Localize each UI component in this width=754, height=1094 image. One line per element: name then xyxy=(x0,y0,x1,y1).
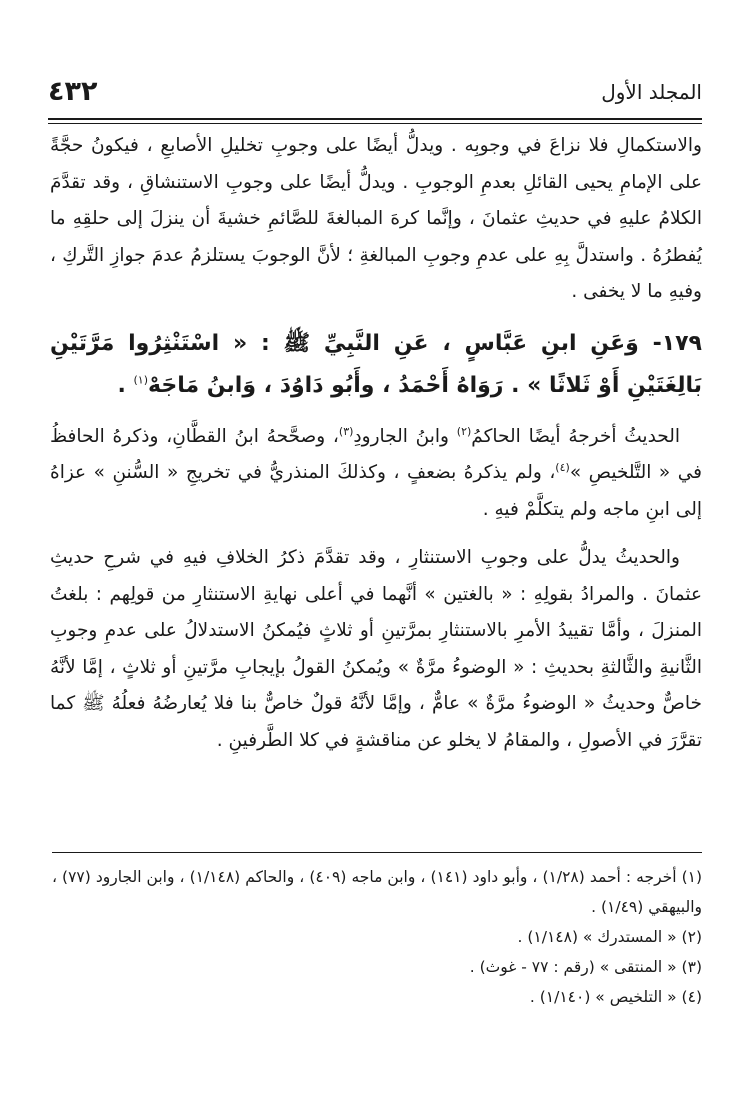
footnote-ref-3: (٣) xyxy=(338,424,354,438)
page-number: ٤٣٢ xyxy=(48,76,98,107)
para2-part-d: ، ولم يذكرهُ بضعفٍ ، وكذلكَ المنذريُّ في تخريجِ « السُّننِ » عزاهُ إلى ابنِ ماجه ولم يتكلَّمْ فيهِ . xyxy=(50,462,702,520)
footnote-rule xyxy=(52,852,702,853)
commentary-paragraph-1: والاستكمالِ فلا نزاعَ في وجوبِه . ويدلُّ أيضًا على وجوبِ تخليلِ الأصابعِ ، فيكونُ حجَّةً على الإمامِ يحيى القائلِ بعدمِ الوجوبِ . ويدلُّ أيضًا على وجوبِ الاستنشاقِ ، وقد تقدَّمَ الكلامُ عليهِ في حديثِ عثمانَ ، وإنَّما كرهَ المبالغةَ للصَّائمِ خشيةَ أن ينزلَ إلى حلقِهِ ما يُفطرُهُ . واستدلَّ بِهِ على عدمِ وجوبِ المبالغةِ ؛ لأنَّ الوجوبَ يستلزمُ عدمَ جوازِ التَّركِ ، وفيهِ ما لا يخفى . xyxy=(50,135,702,302)
para2-part-a: الحديثُ أخرجهُ أيضًا الحاكمُ xyxy=(471,425,681,447)
para2-part-b: وابنُ الجارودِ xyxy=(353,425,457,447)
footnote-ref-4: (٤) xyxy=(555,460,570,474)
page-header xyxy=(48,74,702,112)
footnote-ref-2: (٢) xyxy=(456,424,472,438)
para2-part-c: ، وصحَّحهُ ابنُ القطَّانِ، وذكرهُ الحافظُ في « التَّلخيصِ » xyxy=(50,425,702,483)
main-text xyxy=(50,128,702,759)
hadith-179: ١٧٩- وَعَنِ ابنِ عَبَّاسٍ ، عَنِ النَّبِيِّ ﷺ : « اسْتَنْثِرُوا مَرَّتَيْنِ بَالِغَتَيْنِ أَوْ ثَلاثًا » . رَوَاهُ أَحْمَدُ ، وأَبُو دَاوُدَ ، وَابنُ مَاجَهْ$^{(١)}$ . xyxy=(50,330,702,398)
footnote-2: (٢) « المستدرك » (١/١٤٨) . xyxy=(517,928,702,946)
commentary-paragraph-2 xyxy=(50,419,702,529)
commentary-paragraph-3: والحديثُ يدلُّ على وجوبِ الاستنثارِ ، وقد تقدَّمَ ذكرُ الخلافِ فيهِ في شرحِ حديثِ عثمانَ . والمرادُ بقولِهِ : « بالغتين » أنَّهما في أعلى نهايةِ الاستنثارِ من قولِهم : بلغتُ المنزلَ ، وأمَّا تقييدُ الأمرِ بالاستنثارِ بمرَّتينِ أو ثلاثٍ فيُمكنُ الاستدلالُ على عدمِ وجوبِ الثَّانيةِ والثَّالثةِ بحديثِ : « الوضوءُ مرَّةٌ » ويُمكنُ القولُ بإيجابِ مرَّتينِ أو ثلاثٍ ، إمَّا لأنَّهُ خاصٌّ وحديثُ « الوضوءُ مرَّةٌ » عامٌّ ، وإمَّا لأنَّهُ قولٌ خاصٌّ بنا فلا يُعارضُهُ فعلُهُ ﷺ كما تقرَّرَ في الأصولِ ، والمقامُ لا يخلو عن مناقشةٍ في كلا الطَّرفينِ . xyxy=(50,547,702,751)
hadith-text: ١٧٩- وَعَنِ ابنِ عَبَّاسٍ ، عَنِ النَّبِيِّ ﷺ : « اسْتَنْثِرُوا مَرَّتَيْنِ بَالِغَتَيْنِ أَوْ ثَلاثًا » . رَوَاهُ أَحْمَدُ ، وأَبُو دَاوُدَ ، وَابنُ مَاجَهْ xyxy=(50,330,702,398)
footnote-ref-1: (١) xyxy=(133,373,148,387)
volume-title: المجلد الأول xyxy=(601,80,702,104)
header-rule xyxy=(48,118,702,124)
footnote-4: (٤) « التلخيص » (١/١٤٠) . xyxy=(529,988,702,1006)
footnote-3: (٣) « المنتقى » (رقم : ٧٧ - غوث) . xyxy=(469,958,702,976)
footnotes xyxy=(52,862,702,1012)
footnote-1: (١) أخرجه : أحمد (١/٢٨) ، وأبو داود (١٤١) ، وابن ماجه (٤٠٩) ، والحاكم (١/١٤٨) ، وابن الجارود (٧٧) ، والبيهقي (١/٤٩) . xyxy=(52,868,703,916)
